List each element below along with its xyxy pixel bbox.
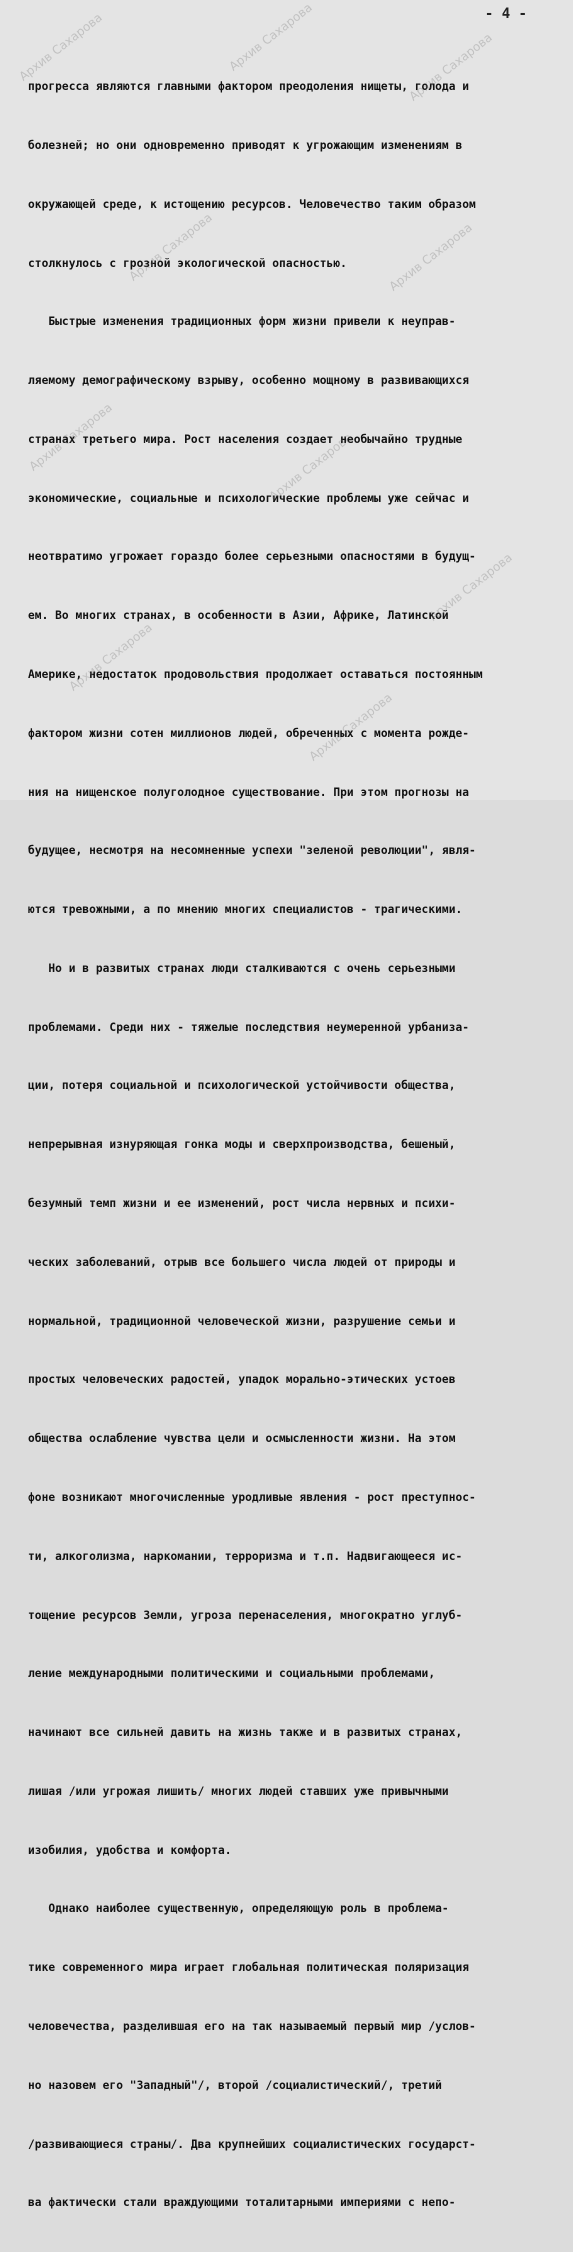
text-line: ем. Во многих странах, в особенности в Азии, Африке, Латинской: [28, 609, 449, 623]
text-line: тике современного мира играет глобальная политическая поляризация: [28, 1961, 470, 1975]
text-line: ление международными политическими и социальными проблемами,: [28, 1667, 436, 1681]
text-line: но назовем его "Западный"/, второй /социалистический/, третий: [28, 2078, 442, 2092]
watermark-stamp: Архив Сахарова: [126, 210, 215, 284]
text-line: /развивающиеся страны/. Два крупнейших социалистических государст-: [28, 2137, 476, 2151]
text-line: экономические, социальные и психологические проблемы уже сейчас и: [28, 491, 470, 505]
text-line: лишая /или угрожая лишить/ многих людей ставших уже привычными: [28, 1784, 449, 1798]
text-line: человечества, разделившая его на так называемый первый мир /услов-: [28, 2019, 476, 2033]
text-line: ва фактически стали враждующими тоталитарными империями с непо-: [28, 2196, 456, 2210]
text-line: Однако наиболее существенную, определяющую роль в проблема-: [28, 1902, 449, 1916]
watermark-stamp: Архив Сахарова: [426, 550, 515, 624]
watermark-stamp: Архив Сахарова: [16, 10, 105, 84]
text-line: болезней; но они одновременно приводят к угрожающим изменениям в: [28, 138, 463, 152]
watermark-stamp: Архив Сахарова: [306, 690, 395, 764]
text-line: ются тревожными, а по мнению многих специалистов - трагическими.: [28, 903, 463, 917]
watermark-stamp: Архив Сахарова: [226, 0, 315, 74]
text-line: ти, алкоголизма, наркомании, терроризма и т.п. Надвигающееся ис-: [28, 1549, 463, 1563]
text-line: ляемому демографическому взрыву, особенно мощному в развивающихся: [28, 374, 470, 388]
text-line: Америке, недостаток продовольствия продолжает оставаться постоянным: [28, 668, 483, 681]
text-line: ческих заболеваний, отрыв все большего числа людей от природы и: [28, 1255, 456, 1269]
text-line: тощение ресурсов Земли, угроза перенаселения, многократно углуб-: [28, 1608, 463, 1622]
watermark-stamp: Архив Сахарова: [386, 220, 475, 294]
text-line: Быстрые изменения традиционных форм жизни привели к неуправ-: [28, 315, 456, 329]
text-line: фактором жизни сотен миллионов людей, обреченных с момента рожде-: [28, 726, 470, 740]
watermark-stamp: Архив Сахарова: [266, 430, 355, 504]
page-number: - 4 -: [484, 6, 527, 22]
watermark-stamp: Архив Сахарова: [406, 30, 495, 104]
text-line: фоне возникают многочисленные уродливые явления - рост преступнос-: [28, 1490, 476, 1504]
text-line: прогресса являются главными фактором преодоления нищеты, голода и: [28, 80, 470, 94]
text-line: неотвратимо угрожает гораздо более серьезными опасностями в будущ-: [28, 550, 476, 564]
text-line: окружающей среде, к истощению ресурсов. Человечество таким образом: [28, 197, 476, 211]
typed-text-body: [28, 38, 559, 2252]
text-line: общества ослабление чувства цели и осмысленности жизни. На этом: [28, 1432, 456, 1446]
text-line: нормальной, традиционной человеческой жизни, разрушение семьи и: [28, 1314, 456, 1328]
text-line: изобилия, удобства и комфорта.: [28, 1843, 232, 1857]
text-line: безумный темп жизни и ее изменений, рост числа нервных и психи-: [28, 1197, 456, 1211]
text-line: начинают все сильней давить на жизнь также и в развитых странах,: [28, 1726, 463, 1740]
text-line: ции, потеря социальной и психологической устойчивости общества,: [28, 1079, 456, 1093]
text-line: ния на нищенское полуголодное существование. При этом прогнозы на: [28, 785, 470, 799]
text-line: простых человеческих радостей, упадок морально-этических устоев: [28, 1373, 456, 1387]
watermark-stamp: Архив Сахарова: [26, 400, 115, 474]
text-line: проблемами. Среди них - тяжелые последствия неумеренной урбаниза-: [28, 1020, 470, 1034]
text-line: странах третьего мира. Рост населения создает необычайно трудные: [28, 432, 463, 446]
watermark-stamp: Архив Сахарова: [66, 620, 155, 694]
text-line: непрерывная изнуряющая гонка моды и сверхпроизводства, бешеный,: [28, 1138, 456, 1152]
text-line: будущее, несмотря на несомненные успехи "зеленой революции", явля-: [28, 844, 476, 858]
text-line: столкнулось с грозной экологической опасностью.: [28, 256, 347, 270]
text-line: Но и в развитых странах люди сталкиваются с очень серьезными: [28, 961, 456, 975]
